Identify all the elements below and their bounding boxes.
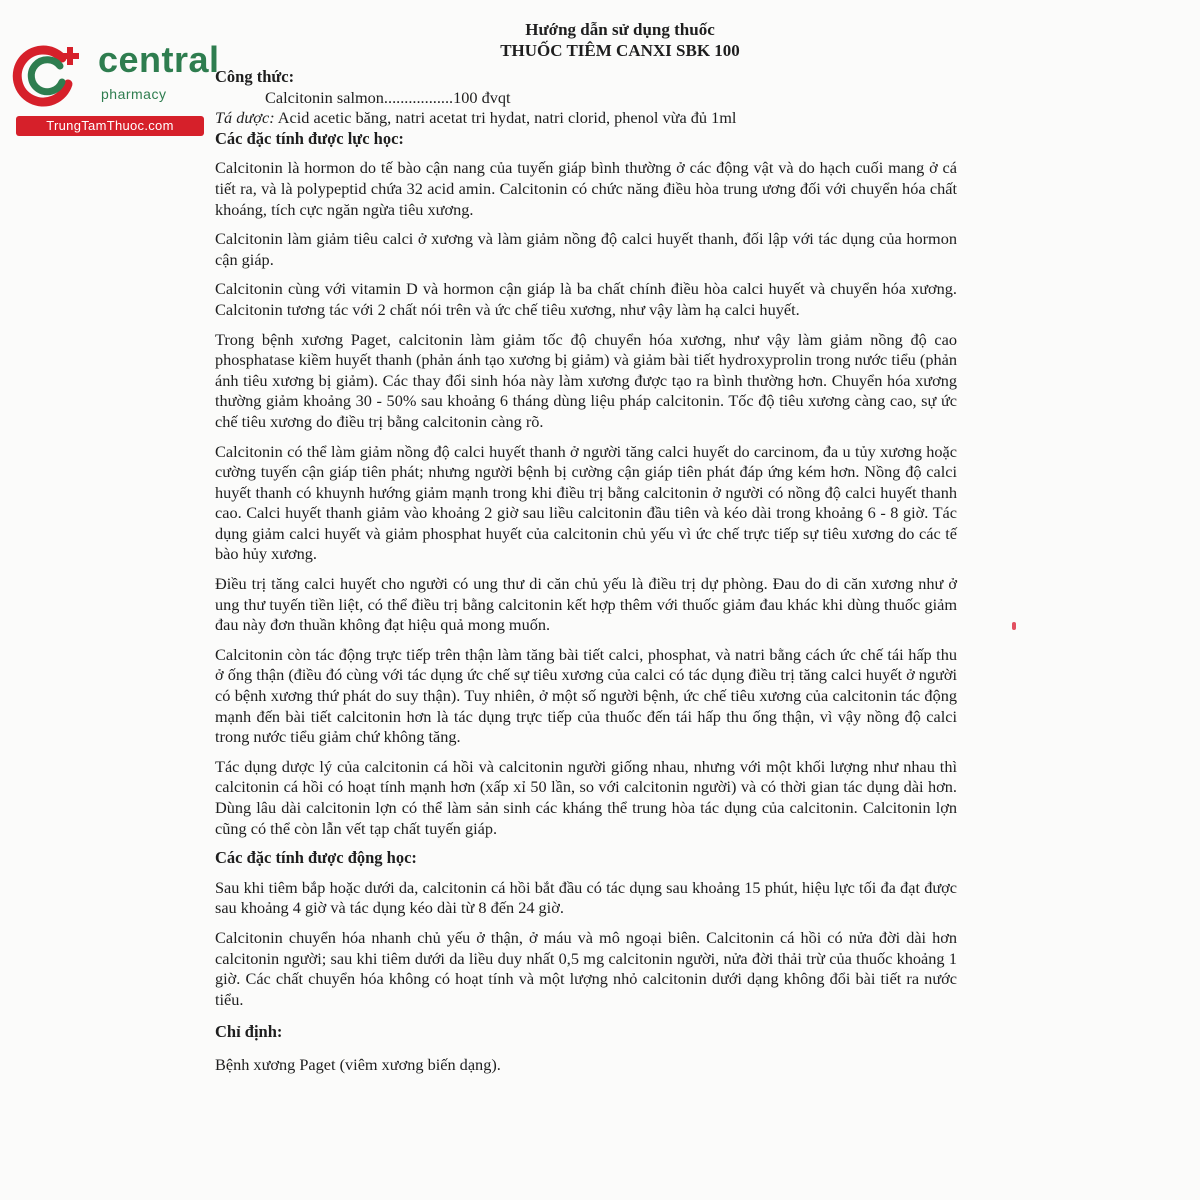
- pharmacy-c-icon: [10, 38, 90, 110]
- scan-mark: [1012, 622, 1016, 630]
- excipient-text: Acid acetic băng, natri acetat tri hydat, natri clorid, phenol vừa đủ 1ml: [274, 108, 737, 128]
- central-pharmacy-logo[interactable]: [10, 38, 220, 138]
- formula-excipients: [215, 108, 957, 129]
- document-title: THUỐC TIÊM CANXI SBK 100: [500, 41, 740, 60]
- pharmacodynamics-heading: Các đặc tính được lực học:: [215, 128, 404, 148]
- logo-subtitle: pharmacy: [101, 86, 167, 102]
- formula-active-ingredient: Calcitonin salmon.................100 đvqt: [265, 87, 511, 107]
- pharmacodynamics-paragraph: Calcitonin cùng với vitamin D và hormon cận giáp là ba chất chính điều hòa calci huyết và chuyển hóa xương. Calcitonin tương tác với 2 chất nói trên và ức chế tiêu xương, như vậy làm hạ calci huyết.: [215, 279, 957, 319]
- pharmacodynamics-paragraph: Calcitonin là hormon do tế bào cận nang của tuyến giáp bình thường ở các động vật và do hạch cuối mang ở cá tiết ra, và là polypeptid chứa 32 acid amin. Calcitonin có chức năng điều hòa trung ương đối với chuyển hóa chất khoáng, tích cực ngăn ngừa tiêu xương.: [215, 158, 957, 219]
- indication-heading: Chỉ định:: [215, 1022, 283, 1042]
- pharmacokinetics-paragraph: Sau khi tiêm bắp hoặc dưới da, calcitonin cá hồi bắt đầu có tác dụng sau khoảng 15 phút, hiệu lực tối đa đạt được sau khoảng 4 giờ và tác dụng kéo dài từ 8 đến 24 giờ.: [215, 877, 957, 918]
- indication-text: Bệnh xương Paget (viêm xương biến dạng).: [215, 1054, 501, 1074]
- pharmacodynamics-paragraph: Điều trị tăng calci huyết cho người có ung thư di căn chủ yếu là điều trị dự phòng. Đau do di căn xương như ở ung thư tuyến tiền liệt, có thể điều trị bằng calcitonin kết hợp thêm với thuốc giảm đau khác khi dùng thuốc giảm đau này đơn thuần không đạt hiệu quả mong muốn.: [215, 574, 957, 635]
- logo-brand-text: central: [98, 39, 220, 80]
- pharmacodynamics-paragraph: Calcitonin còn tác động trực tiếp trên thận làm tăng bài tiết calci, phosphat, và natri bằng cách ức chế tái hấp thu ở ống thận (điều đó cùng với tác dụng ức chế sự tiêu xương của calci có tác dụng điều trị tăng calci huyết ở người có bệnh xương thứ phát do suy thận). Tuy nhiên, ở một số người bệnh, ức chế tiêu xương của calcitonin tác động mạnh đến bài tiết calcitonin hơn là tác dụng trực tiếp của thuốc đến tái hấp thu ống thận, vì vậy nồng độ calci trong nước tiểu giảm chứ không tăng.: [215, 644, 957, 747]
- pharmacodynamics-paragraph: Calcitonin có thể làm giảm nồng độ calci huyết thanh ở người tăng calci huyết do carcinom, đa u tủy xương hoặc cường tuyến cận giáp tiên phát; nhưng người bệnh bị cường cận giáp tiên phát đáp ứng kém hơn. Nồng độ calci huyết thanh có khuynh hướng giảm mạnh trong khi điều trị bằng calcitonin ở người có nồng độ calci huyết thanh cao. Calci huyết thanh giảm vào khoảng 2 giờ sau liều calcitonin đầu tiên và kéo dài trong khoảng 6 - 8 giờ. Tác dụng giảm calci huyết và giảm phosphat huyết của calcitonin chủ yếu vì ức chế trực tiếp sự tiêu xương do các tế bào hủy xương.: [215, 441, 957, 564]
- pharmacodynamics-paragraph: Tác dụng dược lý của calcitonin cá hồi và calcitonin người giống nhau, nhưng với một khối lượng như nhau thì calcitonin cá hồi có hoạt tính mạnh hơn (xấp xỉ 50 lần, so với calcitonin người) và có thời gian tác dụng dài hơn. Dùng lâu dài calcitonin lợn có thể làm sản sinh các kháng thể trung hòa tác dụng của calcitonin. Calcitonin lợn cũng có thể còn lẫn vết tạp chất tuyến giáp.: [215, 756, 957, 838]
- document-body: [215, 67, 957, 1076]
- excipient-label: Tá dược:: [215, 108, 275, 128]
- document-header: [360, 20, 880, 62]
- pharmacodynamics-paragraph: Trong bệnh xương Paget, calcitonin làm giảm tốc độ chuyển hóa xương, như vậy làm giảm nồng độ cao phosphatase kiềm huyết thanh (phản ánh tạo xương bị giảm) và giảm bài tiết hydroxyprolin trong nước tiểu (phản ánh tiêu xương bị giảm). Các thay đổi sinh hóa này làm xương được tạo ra bình thường hơn. Chuyển hóa xương thường giảm khoảng 30 - 50% sau khoảng 6 tháng dùng liệu pháp calcitonin. Tốc độ tiêu xương càng cao, sự ức chế tiêu xương do điều trị bằng calcitonin càng rõ.: [215, 329, 957, 431]
- pharmacodynamics-paragraph: Calcitonin làm giảm tiêu calci ở xương và làm giảm nồng độ calci huyết thanh, đối lập với tác dụng của hormon cận giáp.: [215, 229, 957, 269]
- header-line-1: Hướng dẫn sử dụng thuốc: [525, 20, 715, 39]
- logo-website-badge[interactable]: TrungTamThuoc.com: [16, 116, 204, 136]
- pharmacokinetics-paragraph: Calcitonin chuyển hóa nhanh chủ yếu ở thận, ở máu và mô ngoại biên. Calcitonin cá hồi có nửa đời dài hơn calcitonin người; sau khi tiêm dưới da liều duy nhất 0,5 mg calcitonin người, nửa đời thải trừ của thuốc khoảng 1 giờ. Các chất chuyển hóa không có hoạt tính và một lượng nhỏ calcitonin dưới dạng không đổi bài tiết ra nước tiểu.: [215, 927, 957, 1009]
- pharmacokinetics-heading: Các đặc tính được động học:: [215, 848, 417, 868]
- formula-heading: Công thức:: [215, 67, 295, 86]
